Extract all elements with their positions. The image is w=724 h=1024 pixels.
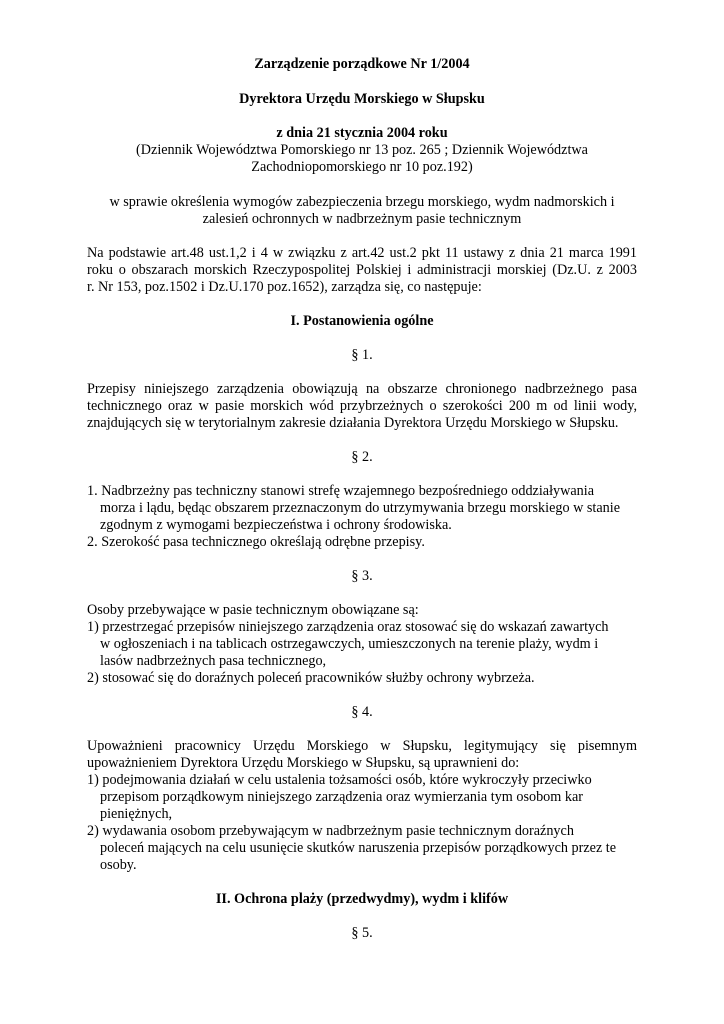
publication-line: (Dziennik Województwa Pomorskiego nr 13 poz. 265 ; Dziennik Województwa <box>136 142 588 158</box>
section-mark: § 2. <box>351 449 373 465</box>
paragraph-line: Upoważnieni pracownicy Urzędu Morskiego w Słupsku, legitymujący się pisemnym <box>87 738 637 754</box>
paragraph-line: znajdujących się w terytorialnym zakresie działania Dyrektora Urzędu Morskiego w Słupsku. <box>87 415 619 431</box>
paragraph-line: upoważnieniem Dyrektora Urzędu Morskiego w Słupsku, są uprawnieni do: <box>87 755 520 771</box>
list-item-line: 2) wydawania osobom przebywającym w nadbrzeżnym pasie technicznym doraźnych <box>87 823 574 839</box>
paragraph-line: technicznego oraz w pasie morskich wód przybrzeżnych o szerokości 200 m od linii wody, <box>87 398 637 414</box>
list-item-line: osoby. <box>100 857 137 873</box>
chapter-heading: II. Ochrona plaży (przedwydmy), wydm i klifów <box>215 891 509 907</box>
list-item-line: 1) podejmowania działań w celu ustalenia tożsamości osób, które wykroczyły przeciwko <box>87 772 592 788</box>
list-item-line: 2. Szerokość pasa technicznego określają odrębne przepisy. <box>87 534 425 550</box>
list-item-line: pieniężnych, <box>100 806 173 822</box>
section-mark: § 5. <box>351 925 373 941</box>
list-item-line: lasów nadbrzeżnych pasa technicznego, <box>100 653 327 669</box>
subject-line: zalesień ochronnych w nadbrzeżnym pasie technicznym <box>202 211 522 227</box>
section-mark: § 3. <box>351 568 373 584</box>
list-item-line: morza i lądu, będąc obszarem przeznaczonym do utrzymywania brzegu morskiego w stanie <box>100 500 621 516</box>
preamble-line: Na podstawie art.48 ust.1,2 i 4 w związku z art.42 ust.2 pkt 11 ustawy z dnia 21 marca 1991 <box>87 245 637 261</box>
section-mark: § 1. <box>351 347 373 363</box>
list-item-line: zgodnym z wymogami bezpieczeństwa i ochrony środowiska. <box>100 517 452 533</box>
subject-line: w sprawie określenia wymogów zabezpieczenia brzegu morskiego, wydm nadmorskich i <box>109 194 615 210</box>
publication-line: Zachodniopomorskiego nr 10 poz.192) <box>251 159 473 175</box>
preamble-line: roku o obszarach morskich Rzeczypospolitej Polskiej i administracji morskiej (Dz.U. z 2003 <box>87 262 637 278</box>
list-item-line: 2) stosować się do doraźnych poleceń pracowników służby ochrony wybrzeża. <box>87 670 535 686</box>
date-line: z dnia 21 stycznia 2004 roku <box>276 125 448 141</box>
paragraph-line: Osoby przebywające w pasie technicznym obowiązane są: <box>87 602 419 618</box>
section-mark: § 4. <box>351 704 373 720</box>
list-item-line: 1) przestrzegać przepisów niniejszego zarządzenia oraz stosować się do wskazań zawartych <box>87 619 609 635</box>
preamble-line: r. Nr 153, poz.1502 i Dz.U.170 poz.1652), zarządza się, co następuje: <box>87 279 482 295</box>
list-item-line: 1. Nadbrzeżny pas techniczny stanowi strefę wzajemnego bezpośredniego oddziaływania <box>87 483 595 499</box>
document-title: Zarządzenie porządkowe Nr 1/2004 <box>254 56 470 72</box>
list-item-line: przepisom porządkowym niniejszego zarządzenia oraz wymierzania tym osobom kar <box>100 789 583 805</box>
issuer-line: Dyrektora Urzędu Morskiego w Słupsku <box>239 91 485 107</box>
list-item-line: poleceń mających na celu usunięcie skutków naruszenia przepisów porządkowych przez te <box>100 840 617 856</box>
list-item-line: w ogłoszeniach i na tablicach ostrzegawczych, umieszczonych na terenie plaży, wydm i <box>100 636 599 652</box>
chapter-heading: I. Postanowienia ogólne <box>290 313 434 329</box>
paragraph-line: Przepisy niniejszego zarządzenia obowiązują na obszarze chronionego nadbrzeżnego pasa <box>87 381 637 397</box>
